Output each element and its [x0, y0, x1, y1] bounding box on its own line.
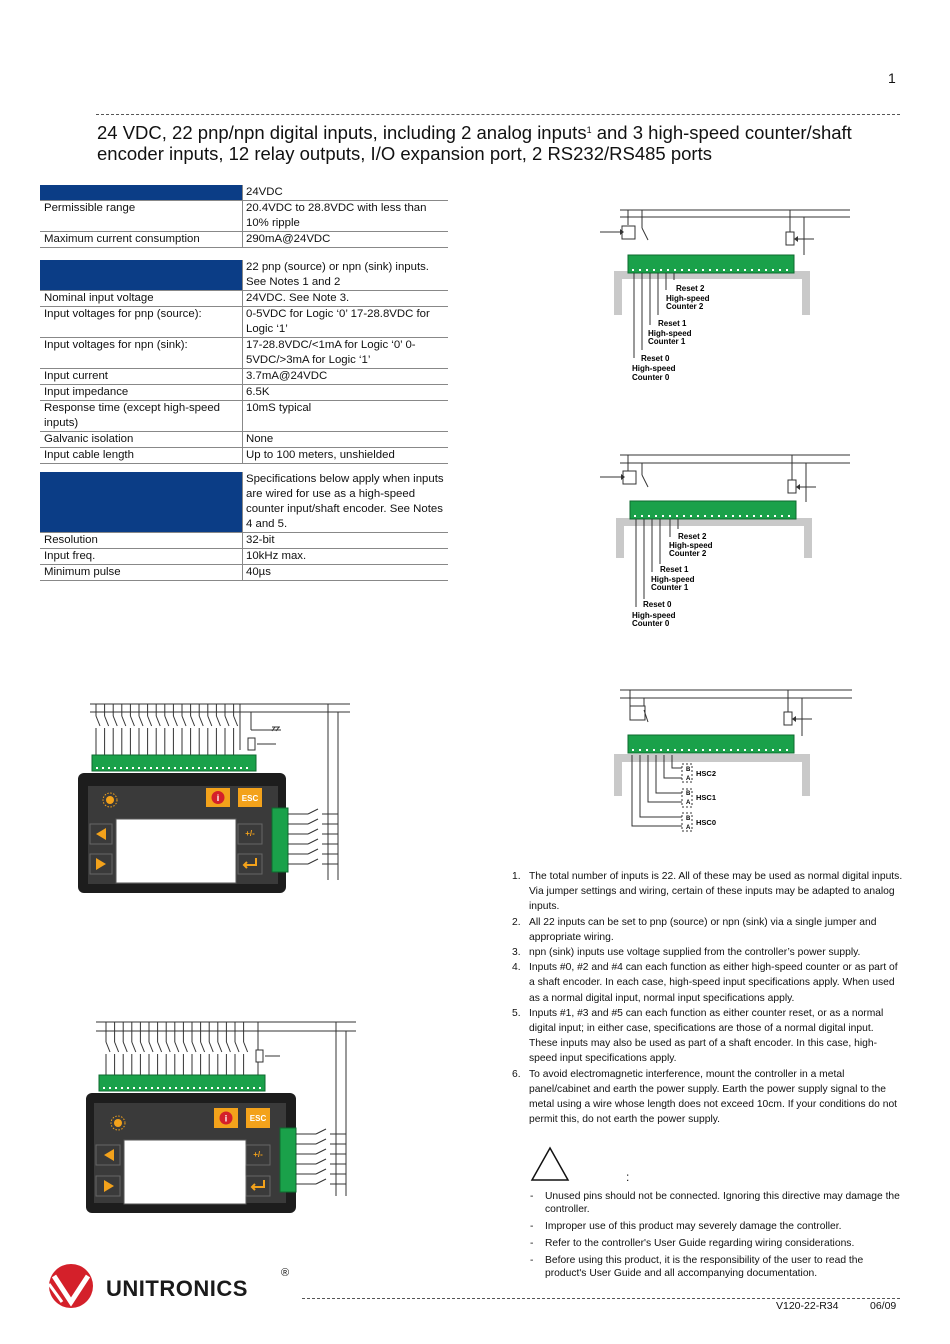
spec-value: 10mS typical [243, 401, 449, 432]
spec-value: 32-bit [243, 533, 449, 549]
wire-segment [122, 716, 126, 726]
b1-label: B [686, 791, 691, 797]
note-number: 1. [512, 871, 521, 882]
footer-divider [302, 1298, 900, 1299]
brand-name: UNITRONICS [106, 1276, 248, 1301]
counter2-label-npn: Counter 2 [669, 549, 707, 558]
spec-value: 24VDC [243, 185, 449, 201]
spec-label: Response time (except high-speed inputs) [40, 401, 243, 432]
warning-item [530, 1237, 900, 1250]
b2-label: B [686, 767, 691, 773]
note-number: 3. [512, 947, 521, 959]
page-title [97, 120, 907, 164]
counter1-label-npn: Counter 1 [651, 583, 689, 592]
spec-row [40, 472, 448, 533]
hs1-label-npn: High-speed [651, 575, 695, 584]
bullet-dash: - [530, 1191, 534, 1202]
spec-label: Input freq. [40, 549, 243, 565]
reset2-label: Reset 2 [676, 284, 705, 293]
wire-segment [208, 716, 212, 726]
warning-text: Refer to the controller's User Guide regarding wiring considerations. [545, 1238, 855, 1249]
hs0-label: High-speed [632, 364, 676, 373]
note-number: 5. [512, 1007, 521, 1019]
wire-segment [140, 1042, 144, 1052]
esc-key-label-2: ESC [249, 1114, 267, 1123]
spec-value: None [243, 432, 449, 448]
spec-label: Input current [40, 369, 243, 385]
counter2-label: Counter 2 [666, 302, 704, 311]
wire-segment [96, 716, 100, 726]
spec-value: 10kHz max. [243, 549, 449, 565]
spec-label: Input voltages for pnp (source): [40, 307, 243, 338]
hs-pnp-wiring-diagram [596, 200, 856, 385]
warning-item [530, 1190, 900, 1216]
power-supply-table [40, 185, 448, 248]
spec-label: Nominal input voltage [40, 291, 243, 307]
wire-segment [218, 1042, 222, 1052]
high-speed-inputs-table [40, 472, 448, 581]
spec-row [40, 232, 448, 248]
wire-segment [173, 716, 177, 726]
spec-row [40, 307, 448, 338]
wire-segment [123, 1042, 127, 1052]
wire-segment [156, 716, 160, 726]
hs1-label: High-speed [648, 329, 692, 338]
wire-segment [105, 716, 109, 726]
warnings-list [530, 1190, 900, 1284]
spec-row [40, 201, 448, 232]
spec-value: 6.5K [243, 385, 449, 401]
note-text: All 22 inputs can be set to pnp (source) or npn (sink) via a single jumper and appropriate wiring. [529, 916, 877, 943]
wire-segment [192, 1042, 196, 1052]
title-part-a: 24 VDC, 22 pnp/npn digital inputs, including 2 analog inputs [97, 122, 587, 143]
warning-text: Improper use of this product may severely damage the controller. [545, 1221, 842, 1232]
wire-segment [209, 1042, 213, 1052]
counter1-label: Counter 1 [648, 337, 686, 346]
note-number: 4. [512, 962, 521, 974]
wire-segment [308, 839, 318, 844]
spec-value: 20.4VDC to 28.8VDC with less than 10% ripple [243, 201, 449, 232]
wire-segment [175, 1042, 179, 1052]
note-number: 6. [512, 1068, 521, 1080]
esc-key-label: ESC [241, 794, 259, 803]
section-header-cell [40, 472, 243, 533]
wire-segment [166, 1042, 170, 1052]
note-text: To avoid electromagnetic interference, mount the controller in a metal panel/cabinet and earth the power supply. Earth the power supply signal to the metal using a wire whose length does not exceed 10cm. If your conditions do not permit this, do not earth the power supply. [529, 1068, 898, 1126]
hs2-label: High-speed [666, 294, 710, 303]
wire-segment [316, 1169, 326, 1174]
hsc1-label: HSC1 [696, 793, 717, 802]
wire-segment [308, 819, 318, 824]
note-text: The total number of inputs is 22. All of these may be used as normal digital inputs. Via jumper settings and wiring, certain of these inputs may be adapted to analog inputs. [529, 871, 903, 913]
notes-list [512, 869, 904, 1127]
warning-text: Unused pins should not be connected. Ignoring this directive may damage the controller. [545, 1191, 900, 1215]
note-item [512, 1006, 904, 1067]
note-text: Inputs #0, #2 and #4 can each function as either high-speed counter or as part of a shaft encoder. In each case, high-speed input specifications apply. When used as a normal digital input, normal input specifications apply. [529, 962, 898, 1004]
wire-segment [106, 1042, 110, 1052]
spec-value: Specifications below apply when inputs are wired for use as a high-speed counter input/shaft encoder. See Notes 4 and 5. [243, 472, 449, 533]
warning-item [530, 1254, 900, 1280]
wire-segment [216, 716, 220, 726]
hsc0-label: HSC0 [696, 818, 717, 827]
spec-label: Maximum current consumption [40, 232, 243, 248]
title-footnote-mark: 1 [586, 125, 592, 135]
shaft-encoder-wiring-diagram [596, 682, 856, 832]
wire-segment [201, 1042, 205, 1052]
page-number: 1 [888, 70, 896, 86]
spec-row [40, 260, 448, 291]
note-item [512, 960, 904, 1006]
spec-value: 290mA@24VDC [243, 232, 449, 248]
wire-segment [115, 1042, 119, 1052]
wire-segment [308, 859, 318, 864]
reset2-label-npn: Reset 2 [678, 532, 707, 541]
spec-label: Galvanic isolation [40, 432, 243, 448]
registered-mark: ® [281, 1267, 290, 1279]
reset0-label-npn: Reset 0 [643, 600, 672, 609]
spec-value: 22 pnp (source) or npn (sink) inputs. See Notes 1 and 2 [243, 260, 449, 291]
header-divider [96, 114, 900, 115]
warning-item [530, 1220, 900, 1233]
bullet-dash: - [530, 1238, 534, 1249]
a2-label: A [686, 776, 691, 782]
wire-segment [226, 1042, 230, 1052]
warning-colon: : [626, 1170, 630, 1184]
wire-segment [132, 1042, 136, 1052]
spec-value: 40µs [243, 565, 449, 581]
hs0-label-npn: High-speed [632, 611, 676, 620]
wire-segment [235, 1042, 239, 1052]
section-header-cell [40, 260, 243, 291]
spec-row [40, 385, 448, 401]
wire-segment [308, 809, 318, 814]
unitronics-logo-icon [40, 1262, 104, 1310]
spec-label: Resolution [40, 533, 243, 549]
wire-segment [130, 716, 134, 726]
note-text: npn (sink) inputs use voltage supplied from the controller’s power supply. [529, 947, 861, 959]
note-item [512, 1067, 904, 1128]
spec-value: 24VDC. See Note 3. [243, 291, 449, 307]
wire-segment [225, 716, 229, 726]
wire-segment [183, 1042, 187, 1052]
info-key-label-2: i [224, 1113, 228, 1124]
spec-label: Minimum pulse [40, 565, 243, 581]
wire-segment [113, 716, 117, 726]
spec-value: 0-5VDC for Logic ‘0’ 17-28.8VDC for Logic ‘1’ [243, 307, 449, 338]
note-text: Inputs #1, #3 and #5 can each function as either counter reset, or as a normal digital input; in either case, specifications are those of a normal digital input. These inputs may also be used as part of a shaft encoder. In this case, high-speed input specifications apply. [529, 1007, 884, 1065]
reset0-label: Reset 0 [641, 354, 670, 363]
bullet-dash: - [530, 1221, 534, 1232]
wire-segment [316, 1149, 326, 1154]
wire-segment [191, 716, 195, 726]
spec-row [40, 549, 448, 565]
note-item [512, 945, 904, 960]
hs-npn-wiring-diagram [596, 447, 856, 632]
title-part-b: and 3 high-speed counter/shaft encoder inputs, 12 relay outputs, I/O expansion port, 2 RS232/RS485 ports [97, 122, 852, 164]
spec-label: Input impedance [40, 385, 243, 401]
spec-value: 17-28.8VDC/<1mA for Logic ‘0’ 0-5VDC/>3mA for Logic ‘1’ [243, 338, 449, 369]
spec-row [40, 432, 448, 448]
wire-segment [316, 1139, 326, 1144]
counter0-label-npn: Counter 0 [632, 619, 670, 628]
wire-segment [244, 1042, 248, 1052]
b0-label: B [686, 816, 691, 822]
document-date: 06/09 [870, 1300, 897, 1312]
wire-segment [139, 716, 143, 726]
document-reference: V120-22-R34 [776, 1300, 839, 1312]
spec-value: 3.7mA@24VDC [243, 369, 449, 385]
reset1-label-npn: Reset 1 [660, 565, 689, 574]
hsc2-label: HSC2 [696, 769, 717, 778]
reset1-label: Reset 1 [658, 319, 687, 328]
spec-row [40, 185, 448, 201]
wire-segment [165, 716, 169, 726]
plusminus-key-label: +/- [245, 829, 255, 838]
spec-row [40, 448, 448, 464]
wire-segment [148, 716, 152, 726]
spec-label: Input cable length [40, 448, 243, 464]
wire-segment [158, 1042, 162, 1052]
wire-segment [234, 716, 238, 726]
spec-label: Permissible range [40, 201, 243, 232]
controller-npn-wiring-diagram [84, 1016, 364, 1216]
wire-segment [316, 1129, 326, 1134]
controller-pnp-wiring-diagram [76, 700, 356, 900]
section-header-cell [40, 185, 243, 201]
spec-value: Up to 100 meters, unshielded [243, 448, 449, 464]
hs2-label-npn: High-speed [669, 541, 713, 550]
note-item [512, 869, 904, 915]
wire-segment [308, 829, 318, 834]
note-number: 2. [512, 916, 521, 928]
a1-label: A [686, 800, 691, 806]
bullet-dash: - [530, 1255, 534, 1266]
spec-label: Input voltages for npn (sink): [40, 338, 243, 369]
spec-row [40, 338, 448, 369]
wire-segment [182, 716, 186, 726]
spec-row [40, 369, 448, 385]
info-key-label: i [216, 793, 220, 803]
warning-icon [530, 1146, 570, 1182]
wire-segment [316, 1159, 326, 1164]
note-item [512, 915, 904, 945]
counter0-label: Counter 0 [632, 373, 670, 382]
spec-row [40, 291, 448, 307]
wire-segment [308, 849, 318, 854]
wire-segment [199, 716, 203, 726]
spec-row [40, 565, 448, 581]
wire-segment [149, 1042, 153, 1052]
spec-row [40, 401, 448, 432]
spec-row [40, 533, 448, 549]
a0-label: A [686, 825, 691, 831]
digital-inputs-table [40, 260, 448, 464]
wire-segment [316, 1179, 326, 1184]
warning-text: Before using this product, it is the responsibility of the user to read the product's User Guide and all accompanying documentation. [545, 1255, 864, 1279]
plusminus-key-label-2: +/- [253, 1150, 263, 1159]
